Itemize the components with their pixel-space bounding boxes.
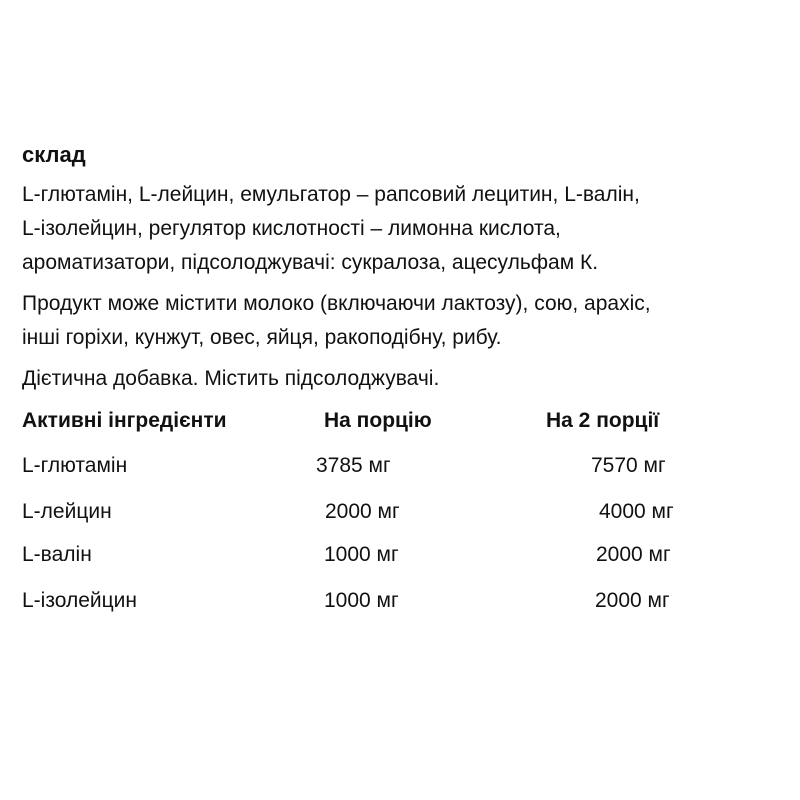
supplement-note-text: Дієтична добавка. Містить підсолоджувачі. [22, 367, 440, 390]
ingredients-line: ароматизатори, підсолоджувачі: сукралоза, ацесульфам К. [22, 251, 599, 274]
table-cell-ingredient: L-ізолейцин [22, 589, 137, 612]
table-cell-per-serving: 1000 мг [324, 589, 399, 612]
table-header-per-2-servings: На 2 порції [546, 409, 660, 432]
composition-heading: склад [22, 142, 86, 167]
table-cell-per-2-servings: 2000 мг [596, 543, 671, 566]
ingredients-line: L-ізолейцин, регулятор кислотності – лимонна кислота, [22, 217, 561, 240]
table-header-ingredient: Активні інгредієнти [22, 409, 227, 432]
table-cell-ingredient: L-глютамін [22, 454, 128, 477]
table-cell-per-2-servings: 7570 мг [591, 454, 666, 477]
ingredients-line: L-глютамін, L-лейцин, емульгатор – рапсовий лецитин, L-валін, [22, 183, 640, 206]
allergens-line: інші горіхи, кунжут, овес, яйця, ракоподібну, рибу. [22, 326, 502, 349]
table-cell-per-2-servings: 2000 мг [595, 589, 670, 612]
table-cell-per-serving: 2000 мг [325, 500, 400, 523]
table-header-per-serving: На порцію [324, 409, 432, 432]
table-cell-ingredient: L-валін [22, 543, 92, 566]
table-cell-per-serving: 1000 мг [324, 543, 399, 566]
table-cell-per-serving: 3785 мг [316, 454, 391, 477]
table-cell-ingredient: L-лейцин [22, 500, 112, 523]
table-cell-per-2-servings: 4000 мг [599, 500, 674, 523]
allergens-line: Продукт може містити молоко (включаючи лактозу), сою, арахіс, [22, 292, 651, 315]
